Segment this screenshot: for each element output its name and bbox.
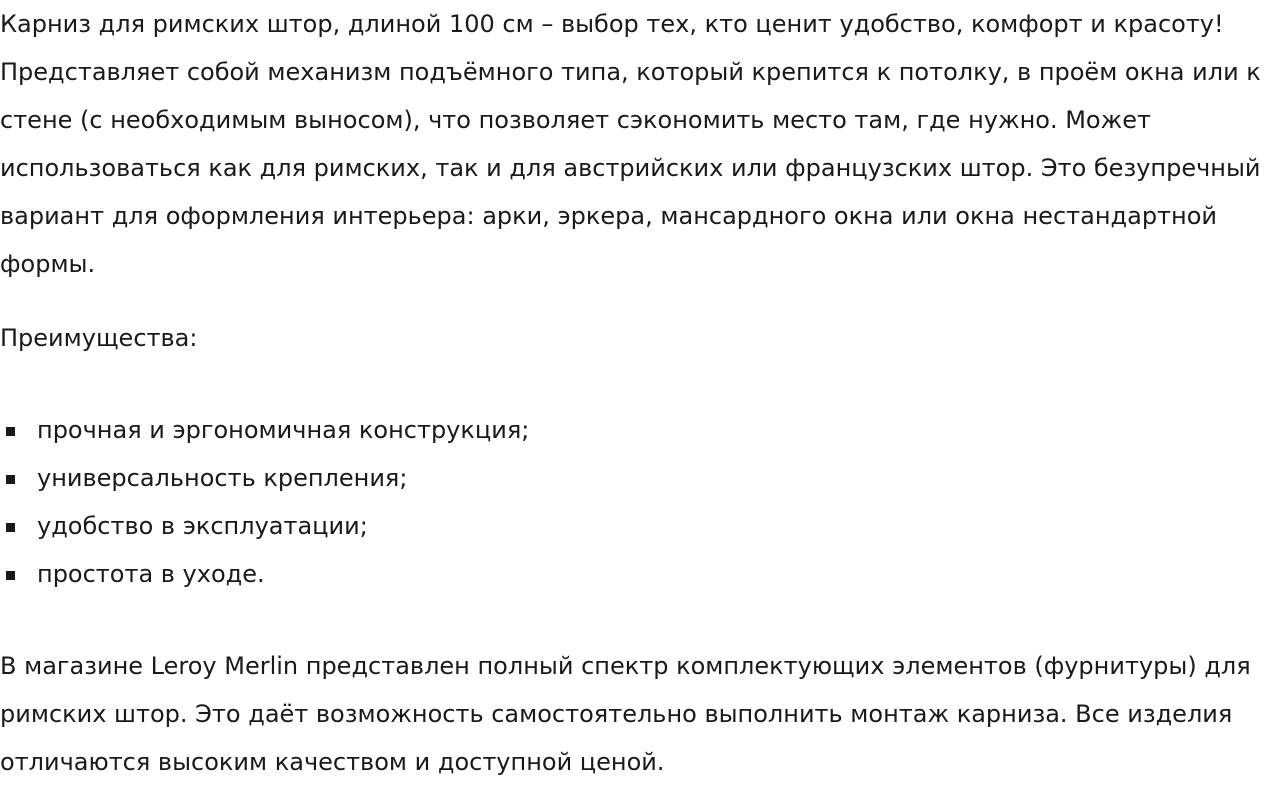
list-item-text: универсальность крепления; <box>37 464 408 492</box>
list-item <box>0 550 1270 598</box>
list-item-text: прочная и эргономичная конструкция; <box>37 416 530 444</box>
list-item <box>0 454 1270 502</box>
square-bullet-icon <box>6 571 15 580</box>
list-item <box>0 406 1270 454</box>
list-item-text: удобство в эксплуатации; <box>37 512 368 540</box>
list-item-text: простота в уходе. <box>37 560 265 588</box>
square-bullet-icon <box>6 475 15 484</box>
outro-paragraph: В магазине Leroy Merlin представлен полный спектр комплектующих элементов (фурнитуры) для римских штор. Это даёт возможность самостоятельно выполнить монтаж карниза. Все изделия отличаются высоким качеством и доступной ценой. <box>0 652 1251 776</box>
square-bullet-icon <box>6 523 15 532</box>
advantages-heading: Преимущества: <box>0 324 198 352</box>
intro-paragraph: Карниз для римских штор, длиной 100 см – выбор тех, кто ценит удобство, комфорт и красоту! Представляет собой механизм подъёмного типа, который крепится к потолку, в проём окна или к стене (с необходимым выносом), что позволяет сэкономить место там, где нужно. Может использоваться как для римских, так и для австрийских или французских штор. Это безупречный вариант для оформления интерьера: арки, эркера, мансардного окна или окна нестандартной формы. <box>0 10 1261 278</box>
list-item <box>0 502 1270 550</box>
square-bullet-icon <box>6 427 15 436</box>
advantages-list <box>0 406 1270 598</box>
